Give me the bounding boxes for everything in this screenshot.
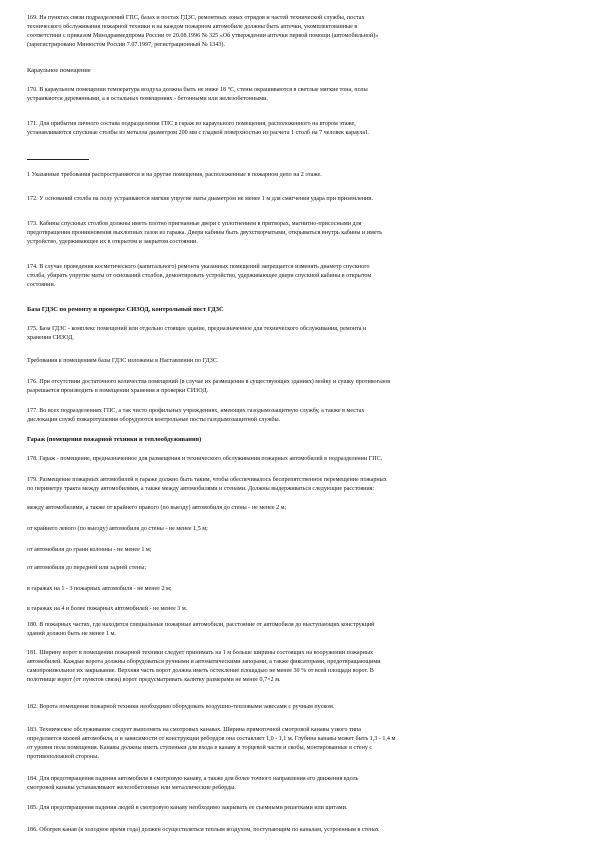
paragraph-185: 185. Для предотвращения падения людей в смотровую канаву необходимо закрывать ее съемными решетками или щитами. <box>27 805 348 811</box>
distance-item-1: между автомобилями, а также от крайнего правого (по выезду) автомобиля до стены - не менее 2 м; <box>27 505 287 511</box>
paragraph-172: 172. У оснований столба на полу устраиваются мягкие упругие маты диаметром не менее 1 м для смягчения удара при приземлении. <box>27 196 374 202</box>
paragraph-178: 178. Гараж - помещение, предназначенное для размещения и технического обслуживания пожарных автомобилей в подразделении ГПС. <box>27 456 383 462</box>
footnote: 1 Указанные требования распространяются и на другие помещения, расположенные в пожарном депо на 2 этаже. <box>27 172 322 178</box>
paragraph-169: 169. На пунктах связи подразделений ГПС, базах и постах ГДЗС, ремонтных зонах отрядов и частей технической службы, постах технического обслуживания пожарной техники и на каждом пожарном автомобиле должны быть аптечки, укомплектованные в соответствии с приказом Минздравмедпрома России от 20.08.1996 № 325 «Об утверждении аптечки первой помощи (автомобильной)» (зарегистрировано Минюстом России 7.07.1997, регистрационный № 1343). <box>27 15 379 48</box>
paragraph-173: 173. Кабины спускных столбов должны иметь плотно пригнанные двери с уплотнением в притворах, магнитно-присосными для предотвращения проникновения выхлопных газов из гаража. Двери кабины быть двухстворчатыми, открываться внутрь кабины и иметь устройство, удерживающее их в открытом и закрытом состоянии. <box>27 221 383 245</box>
distance-item-4: от автомобиля до передней или задней стены; <box>27 565 147 571</box>
paragraph-174: 174. В случае проведения косметического (капитального) ремонта указанных помещений запрещается изменять диаметр спускного столба, убирать упругие маты от оснований столбов, демонтировать устройство, удерживающее двери спускной кабины в открытом состоянии. <box>27 264 372 288</box>
paragraph-170: 170. В караульном помещении температура воздуха должна быть не ниже 18 °С, стены окрашиваются в светлые мягкие тона, полы устраиваются деревянными, а в остальных помещениях - бетонными или железобетонными. <box>27 87 368 102</box>
paragraph-176: 176. При отсутствии достаточного количества помещений (в случае их размещения в существующих зданиях) мойку и сушку противогазов разрешается производить в помещении хранения и проверки СИЗОД. <box>27 379 391 394</box>
paragraph-175: 175. База ГДЗС - комплекс помещений или отдельно стоящее здание, предназначенное для технического обслуживания, ремонта и хранения СИЗОД. <box>27 326 367 341</box>
distance-item-5: в гаражах на 1 - 3 пожарных автомобиля - не менее 2 м; <box>27 586 172 592</box>
section-heading-garage: Гараж (помещения пожарной техники и теплообдуживания) <box>27 436 202 443</box>
paragraph-181: 181. Ширину ворот в помещении пожарной техники следует принимать на 1 м больше ширины состоящих на вооружении пожарных автомобилей. Каждые ворота должны оборудоваться ручными и автоматическими запорами, а также фиксаторами, предотвращающими самопроизвольное их закрывание. Верхняя часть ворот должна иметь остекление площадью не менее 30 % от всей площади ворот. В полотнище ворот (от пунктов связи) ворот предусматривать калитку размерами не менее 0,7×2 м. <box>27 650 381 683</box>
paragraph-186: 186. Обогрев канав (в холодное время года) должен осуществляться теплым воздухом, поступающим по каналам, устроенным в стенах <box>27 827 379 833</box>
paragraph-182: 182. Ворота помещения пожарной техники необходимо оборудовать воздушно-тепловыми завесами с ручным пуском. <box>27 704 335 710</box>
distance-item-3: от автомобиля до грани колонны - не менее 1 м; <box>27 547 152 553</box>
paragraph-184: 184. Для предотвращения падения автомобиля в смотровую канаву, а также для более точного направления его движения вдоль смотровой канавы устанавливают железобетонные или металлические реборды. <box>27 776 359 791</box>
section-heading-gdzs-base: База ГДЗС по ремонту и проверке СИЗОД, контрольный пост ГДЗС <box>27 306 224 313</box>
paragraph-179: 179. Размещение пожарных автомобилей в гараже должно быть таким, чтобы обеспечивалось беспрепятственное перемещение пожарных по периметру тракта между автомобилями, а также между автомобилями и стенами. Должны выдерживаться следующие расстояния: <box>27 477 387 492</box>
paragraph-180: 180. В пожарных частях, где находятся специальные пожарные автомобили, расстояние от автомобиля до выступающих конструкций зданий должно быть не менее 1 м. <box>27 622 375 637</box>
paragraph-175-note: Требования к помещениям базы ГДЗС изложены в Наставлении по ГДЗС. <box>27 358 219 364</box>
paragraph-177: 177. Во всех подразделениях ГПС, а так чисто профильных учреждениях, имеющих газодымозащитную службу, а также в местах дислокации служб пожаротушения оборудуются контрольные посты газодымозащитной службы. <box>27 408 365 423</box>
section-heading-guard-room: Караульное помещение <box>27 67 91 74</box>
distance-item-6: в гаражах на 4 и более пожарных автомобилей - не менее 3 м. <box>27 606 188 612</box>
paragraph-183: 183. Техническое обслуживание следует выполнять на смотровых канавах. Ширина прямоточной смотровой канавы узкого типа определяется колеей автомобиля, и в зависимости от конструкции ребордов она составляет 1,0 - 1,1 м. Глубина канавы может быть 1,3 - 1,4 м от уровня пола помещения. Канавы должны иметь ступеньки для входа в канаву в торцевой части и скобы, монтированные в стену с противоположной стороны. <box>27 727 396 760</box>
paragraph-171: 171. Для прибытия личного состава подразделения ГПС в гараж из караульного помещения, расположенного на втором этаже, устанавливаются спускные столбы из металла диаметром 200 мм с гладкой поверхностью из расчета 1 столб на 7 человек караула1. <box>27 121 370 136</box>
distance-item-2: от крайнего левого (по выезду) автомобиля до стены - не менее 1,5 м; <box>27 526 208 532</box>
footnote-separator <box>27 159 89 160</box>
